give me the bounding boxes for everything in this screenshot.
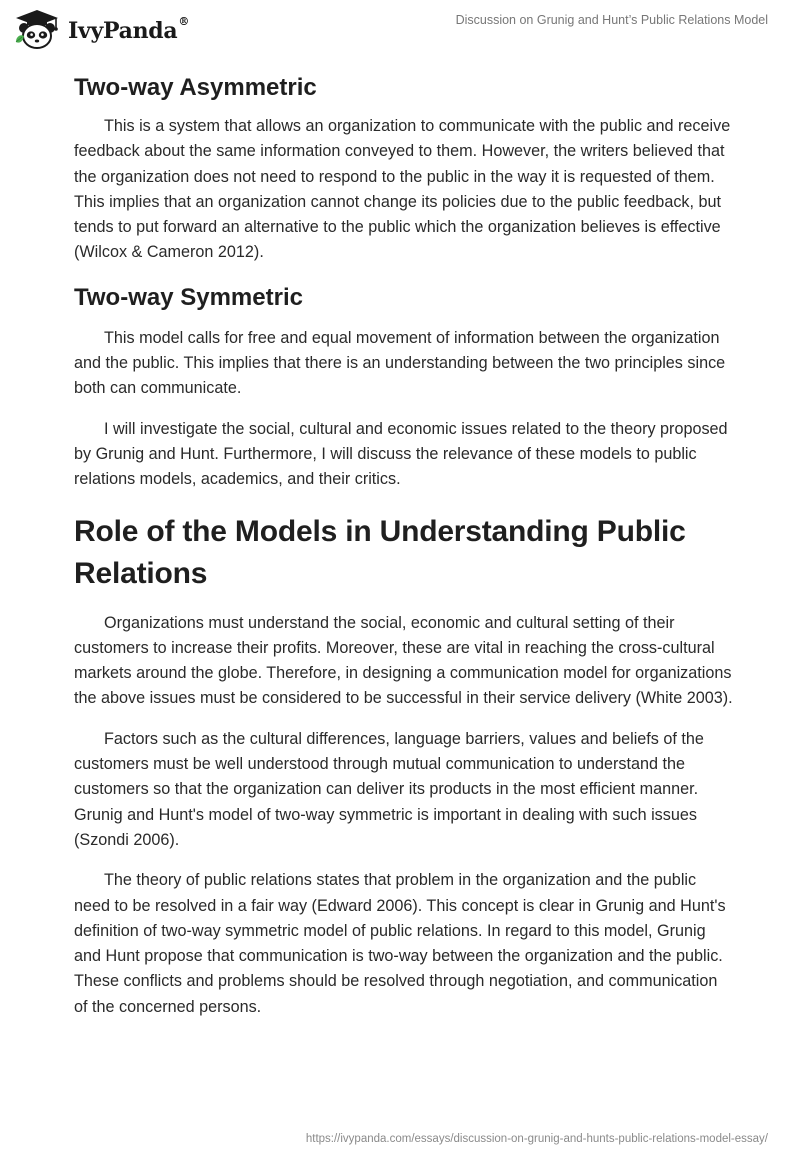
document-title: Discussion on Grunig and Hunt’s Public Relations Model	[455, 13, 768, 27]
paragraph-role-3: The theory of public relations states that problem in the organization and the public need to be resolved in a fair way (Edward 2006). This concept is clear in Grunig and Hunt's definition of two-way symmetric model of public relations. In regard to this model, Grunig and Hunt propose that communication is two-way between the organization and the public. These conflicts and problems should be resolved through negotiation, and communication of the concerned persons.	[74, 871, 726, 1016]
paragraph-symmetric-1: This model calls for free and equal movement of information between the organization and the public. This implies that there is an understanding between the two principles since both can communicate.	[74, 328, 726, 398]
source-url-link[interactable]: https://ivypanda.com/essays/discussion-on-grunig-and-hunts-public-relations-model-essay/	[305, 1133, 768, 1145]
logo-wordmark: IvyPanda®	[68, 15, 190, 44]
paragraph-symmetric-2: I will investigate the social, cultural and economic issues related to the theory proposed by Grunig and Hunt. Furthermore, I will discuss the relevance of these models to public relations models, academics, and their critics.	[74, 419, 728, 489]
ivypanda-logo[interactable]	[12, 8, 189, 52]
heading-role-of-models: Role of the Models in Understanding Public Relations	[74, 514, 686, 590]
page-header	[0, 0, 800, 60]
paragraph-asymmetric-1: This is a system that allows an organization to communicate with the public and receive feedback about the same information conveyed to them. However, the writers believed that the organization does not need to respond to the public in the way it is requested of them. This implies that an organization cannot change its policies due to the public feedback, but tends to put forward an alternative to the public which the organization believes is effective (Wilcox & Cameron 2012).	[74, 117, 731, 262]
heading-two-way-asymmetric: Two-way Asymmetric	[74, 74, 317, 101]
panda-graduate-icon	[12, 8, 62, 52]
heading-two-way-symmetric: Two-way Symmetric	[74, 283, 303, 311]
paragraph-role-2: Factors such as the cultural differences, language barriers, values and beliefs of the customers must be well understood through mutual communication to understand the customers so that the organization can deliver its products in the most efficient manner. Grunig and Hunt's model of two-way symmetric is important in dealing with such issues (Szondi 2006).	[74, 729, 704, 849]
essay-content	[74, 70, 734, 1020]
paragraph-role-1: Organizations must understand the social, economic and cultural setting of their customers to increase their profits. Moreover, these are vital in reaching the cross-cultural markets around the globe. Therefore, in designing a communication model for organizations the above issues must be considered to be successful in their service delivery (White 2003).	[74, 613, 733, 708]
registered-mark: ®	[178, 15, 190, 28]
